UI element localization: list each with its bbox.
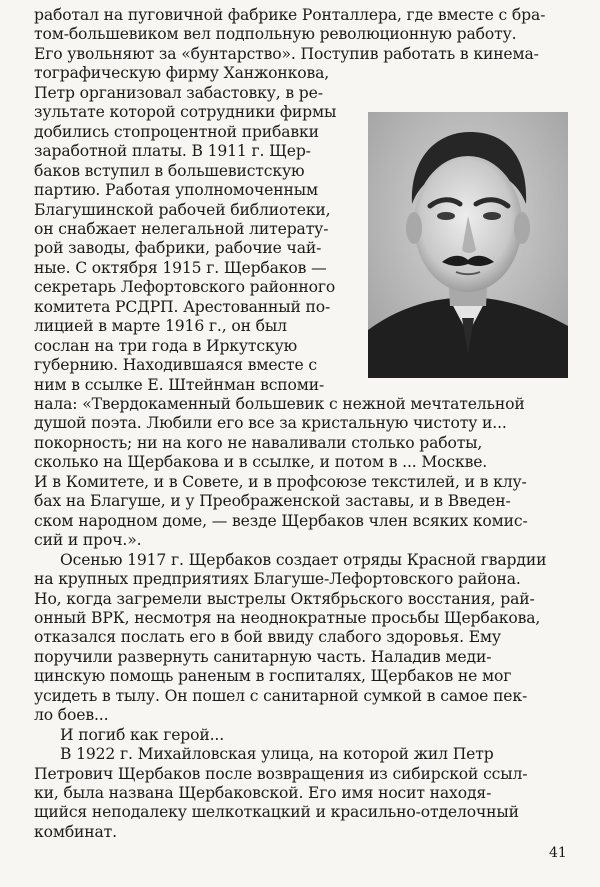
text-line: партию. Работая уполномоченным bbox=[34, 181, 318, 200]
text-line: В 1922 г. Михайловская улица, на которой жил Петр bbox=[60, 745, 494, 764]
text-line: Благушинской рабочей библиотеки, bbox=[34, 200, 331, 219]
text-line: заработной платы. В 1911 г. Щер- bbox=[34, 142, 311, 161]
text-line: баков вступил в большевистскую bbox=[34, 161, 305, 180]
text-line: Петрович Щербаков после возвращения из сибирской ссыл- bbox=[34, 764, 528, 783]
text-line: покорность; ни на кого не наваливали столько работы, bbox=[34, 433, 483, 452]
text-line: поручили развернуть санитарную часть. Наладив меди- bbox=[34, 647, 492, 666]
text-line: работал на пуговичной фабрике Ронталлера, где вместе с бра- bbox=[34, 6, 546, 24]
text-line: Его увольняют за «бунтарство». Поступив работать в кинема- bbox=[34, 44, 539, 63]
text-line: щийся неподалеку шелкоткацкий и красильно-отделочный bbox=[34, 803, 519, 822]
text-line: нала: «Твердокаменный большевик с нежной мечтательной bbox=[34, 395, 525, 413]
text-line: ло боев... bbox=[34, 706, 109, 725]
text-line: сколько на Щербакова и в ссылке, и потом в ... Москве. bbox=[34, 453, 488, 472]
text-line: Осенью 1917 г. Щербаков создает отряды Красной гвардии bbox=[60, 550, 547, 569]
text-line: отказался послать его в бой ввиду слабого здоровья. Ему bbox=[34, 628, 501, 647]
text-line: на крупных предприятиях Благуше-Лефортовского района. bbox=[34, 570, 521, 589]
text-line: ки, была названа Щербаковской. Его имя носит находя- bbox=[34, 784, 492, 802]
text-line: И в Комитете, и в Совете, и в профсоюзе текстилей, и в клу- bbox=[34, 472, 527, 491]
text-line: Петр организовал забастовку, в ре- bbox=[34, 83, 323, 102]
text-line: И погиб как герой... bbox=[60, 725, 225, 744]
text-line: Но, когда загремели выстрелы Октябрьского восстания, рай- bbox=[34, 589, 535, 608]
text-line: ним в ссылке Е. Штейнман вспоми- bbox=[34, 375, 325, 394]
text-line: комитета РСДРП. Арестованный по- bbox=[34, 297, 331, 316]
text-line: тографическую фирму Ханжонкова, bbox=[34, 64, 330, 83]
text-line: сий и проч.». bbox=[34, 531, 142, 550]
text-line: рой заводы, фабрики, рабочие чай- bbox=[34, 239, 322, 258]
portrait-photo bbox=[368, 112, 568, 378]
text-line: губернию. Находившаяся вместе с bbox=[34, 356, 317, 375]
text-line: усидеть в тылу. Он пошел с санитарной сумкой в самое пек- bbox=[34, 686, 528, 705]
text-line: душой поэта. Любили его все за кристальную чистоту и... bbox=[34, 414, 507, 433]
text-line: комбинат. bbox=[34, 822, 117, 841]
text-line: добились стопроцентной прибавки bbox=[34, 122, 319, 141]
text-line: цинскую помощь раненым в госпиталях, Щербаков не мог bbox=[34, 667, 512, 686]
text-line: том-большевиком вел подпольную революционную работу. bbox=[34, 25, 517, 44]
text-line: ные. С октября 1915 г. Щербаков — bbox=[34, 258, 327, 277]
text-line: сослан на три года в Иркутскую bbox=[34, 336, 298, 355]
text-line: лицией в марте 1916 г., он был bbox=[34, 317, 287, 336]
text-line: ском народном доме, — везде Щербаков член всяких комис- bbox=[34, 511, 528, 530]
text-line: зультате которой сотрудники фирмы bbox=[34, 103, 337, 122]
text-line: онный ВРК, несмотря на неоднократные просьбы Щербакова, bbox=[34, 608, 541, 627]
text-line: секретарь Лефортовского районного bbox=[34, 278, 336, 297]
text-line: бах на Благуше, и у Преображенской заставы, и в Введен- bbox=[34, 492, 511, 511]
text-line: он снабжает нелегальной литерату- bbox=[34, 219, 329, 238]
page-number: 41 bbox=[549, 845, 567, 861]
